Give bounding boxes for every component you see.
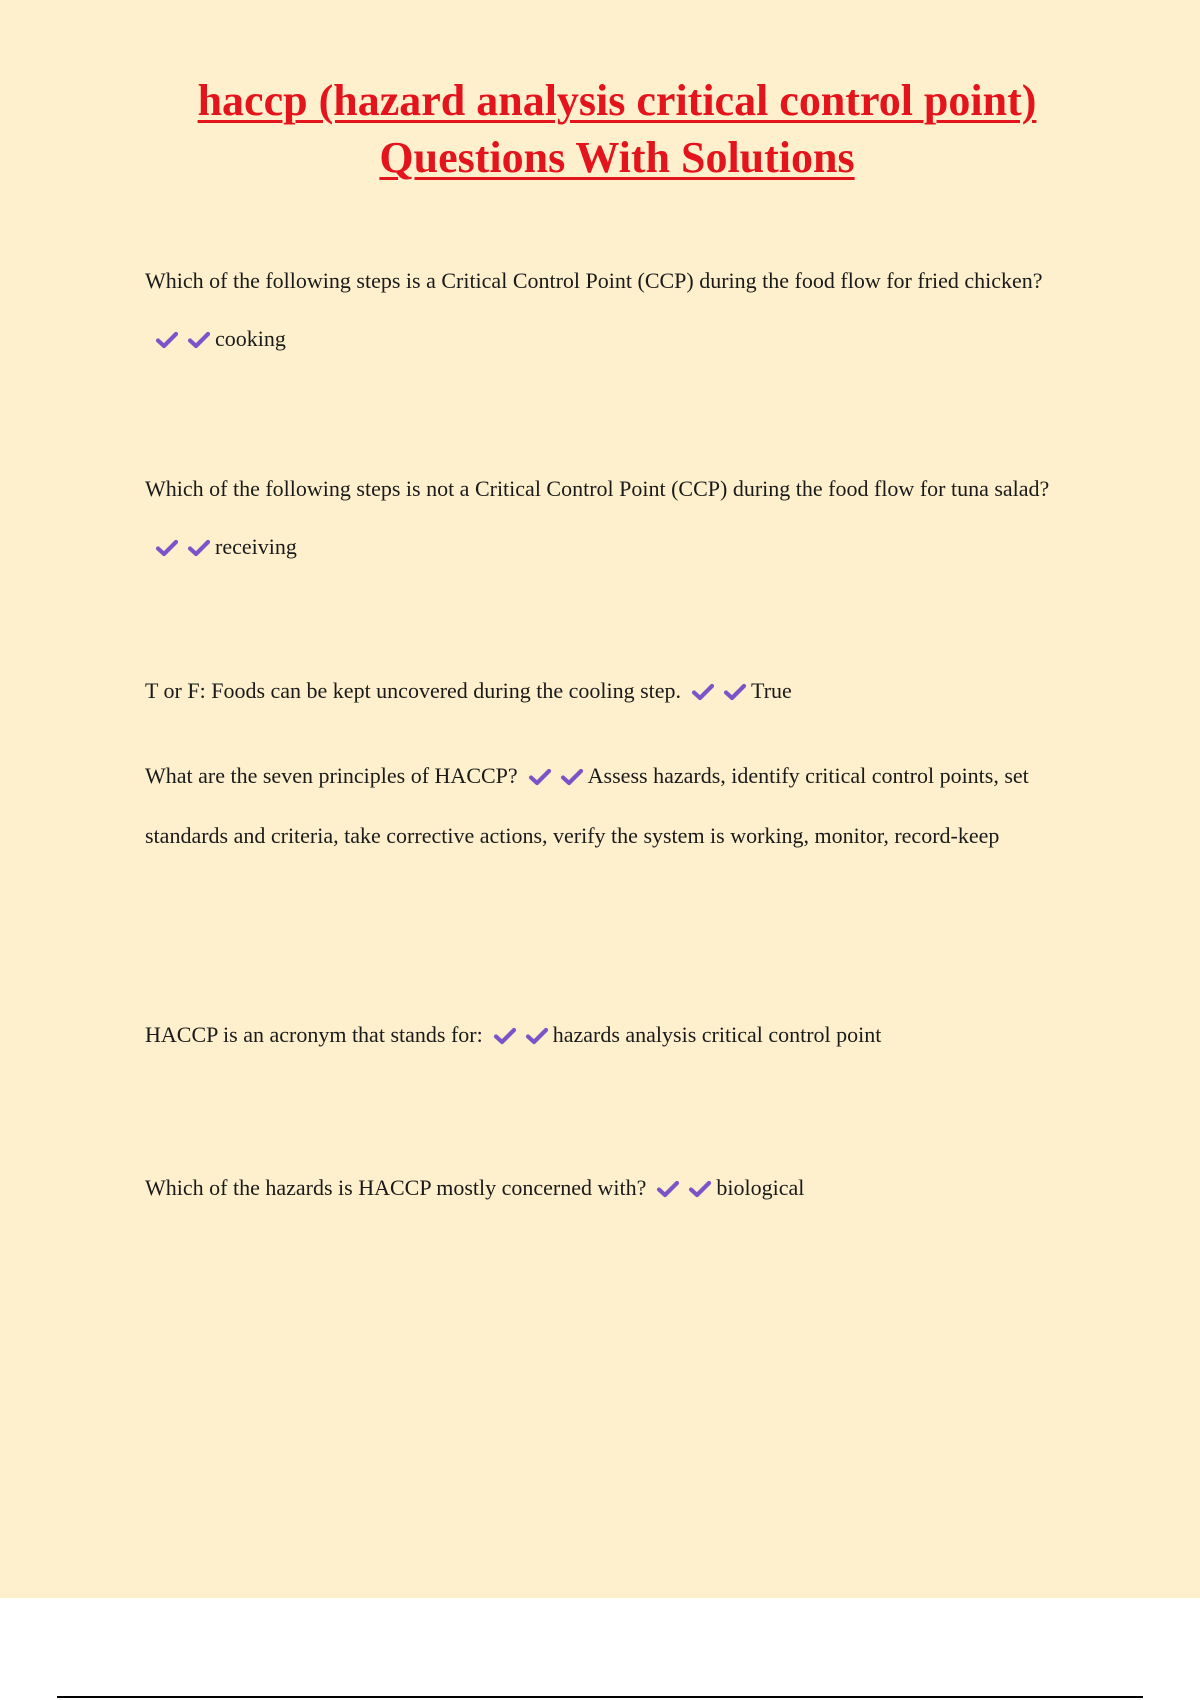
checkmark-icon (723, 682, 747, 702)
title-line-2: Questions With Solutions (379, 133, 855, 182)
qa-item-2 (145, 460, 1085, 576)
answer-text: cooking (215, 326, 286, 351)
qa-item-1 (145, 252, 1085, 368)
checkmark-icon (560, 767, 584, 787)
document-title (80, 72, 1154, 186)
checkmark-icon (688, 1179, 712, 1199)
question-text: Which of the hazards is HACCP mostly concerned with? (145, 1175, 647, 1200)
double-checkmark-icon (691, 682, 747, 702)
qa-item-6 (145, 1168, 1085, 1208)
checkmark-icon (656, 1179, 680, 1199)
question-text: T or F: Foods can be kept uncovered during the cooling step. (145, 678, 682, 703)
answer-text: Assess hazards, identify critical control points, set standards and criteria, take corrective actions, verify the system is working, monitor, record-keep (145, 763, 1029, 848)
answer-text: biological (716, 1175, 805, 1200)
question-text: HACCP is an acronym that stands for: (145, 1022, 483, 1047)
answer-text: hazards analysis critical control point (552, 1022, 882, 1047)
checkmark-icon (187, 538, 211, 558)
checkmark-icon (691, 682, 715, 702)
checkmark-icon (493, 1026, 517, 1046)
question-text: Which of the following steps is not a Critical Control Point (CCP) during the food flow for tuna salad? (145, 476, 1050, 501)
question-text: What are the seven principles of HACCP? (145, 763, 518, 788)
double-checkmark-icon (155, 538, 211, 558)
checkmark-icon (155, 538, 179, 558)
checkmark-icon (525, 1026, 549, 1046)
question-text: Which of the following steps is a Critical Control Point (CCP) during the food flow for fried chicken? (145, 268, 1043, 293)
checkmark-icon (155, 330, 179, 350)
answer-text: receiving (215, 534, 297, 559)
qa-item-5 (145, 1015, 1085, 1055)
double-checkmark-icon (155, 330, 211, 350)
title-line-1: haccp (hazard analysis critical control point) (197, 76, 1037, 125)
double-checkmark-icon (528, 767, 584, 787)
checkmark-icon (528, 767, 552, 787)
footer-divider (57, 1696, 1143, 1698)
double-checkmark-icon (493, 1026, 549, 1046)
double-checkmark-icon (656, 1179, 712, 1199)
qa-item-3 (145, 671, 1085, 711)
checkmark-icon (187, 330, 211, 350)
answer-text: True (751, 678, 792, 703)
qa-item-4 (145, 746, 1085, 866)
